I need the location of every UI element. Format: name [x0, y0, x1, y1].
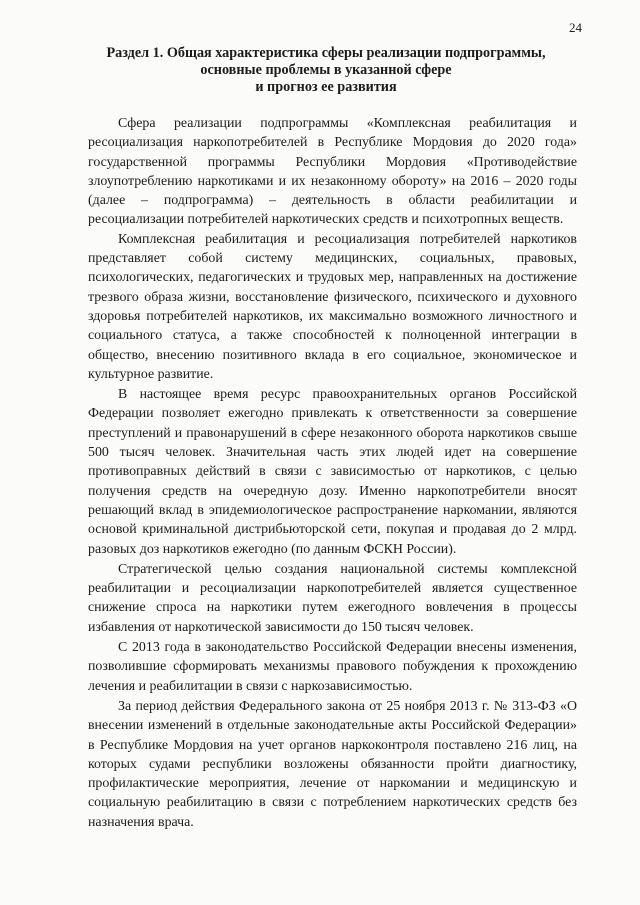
paragraph-2: Комплексная реабилитация и ресоциализация потребителей наркотиков представляет собой систему медицинских, социальных, правовых, психологических, педагогических и трудовых мер, направленных на достижение трезвого образа жизни, восстановление физического, психического и духовного здоровья потребителей наркотиков, их максимально возможного личностного и социального статуса, а также способностей к полноценной интеграции в общество, внесению позитивного вклада в его социальное, экономическое и культурное развитие.	[88, 231, 577, 382]
heading-line-1: Раздел 1. Общая характеристика сферы реализации подпрограммы,	[106, 45, 546, 61]
heading-line-3: и прогноз ее развития	[255, 79, 397, 95]
section-heading	[60, 45, 592, 96]
paragraph-3: В настоящее время ресурс правоохранительных органов Российской Федерации позволяет ежегодно привлекать к ответственности за совершение преступлений и правонарушений в сфере незаконного оборота наркотиков свыше 500 тысяч человек. Значительная часть этих людей идет на совершение противоправных действий в связи с зависимостью от наркотиков, с целью получения средств на очередную дозу. Именно наркопотребители вносят решающий вклад в эпидемиологическое распространение наркомании, являются основой криминальной дистрибьюторской сети, покупая и продавая до 2 млрд. разовых доз наркотиков ежегодно (по данным ФСКН России).	[88, 387, 577, 557]
paragraph-5: С 2013 года в законодательство Российской Федерации внесены изменения, позволившие сформировать механизмы правового побуждения к прохождению лечения и реабилитации в связи с наркозависимостью.	[88, 640, 577, 694]
heading-line-2: основные проблемы в указанной сфере	[200, 62, 452, 78]
body-text	[88, 114, 577, 832]
paragraph-6: За период действия Федерального закона от 25 ноября 2013 г. № 313-ФЗ «О внесении изменений в отдельные законодательные акты Российской Федерации» в Республике Мордовия на учет органов наркоконтроля поставлено 216 лиц, на которых судами республики возложены обязанности пройти диагностику, профилактические мероприятия, лечение от наркомании и медицинскую и социальную реабилитацию в связи с потреблением наркотических средств без назначения врача.	[88, 698, 577, 830]
page-number: 24	[569, 20, 582, 35]
paragraph-4: Стратегической целью создания национальной системы комплексной реабилитации и ресоциализации наркопотребителей является существенное снижение спроса на наркотики путем ежегодного вовлечения в процессы избавления от наркотической зависимости до 150 тысяч человек.	[88, 561, 577, 635]
paragraph-1: Сфера реализации подпрограммы «Комплексная реабилитация и ресоциализация наркопотребителей в Республике Мордовия до 2020 года» государственной программы Республики Мордовия «Противодействие злоупотреблению наркотиками и их незаконному обороту» на 2016 – 2020 годы (далее – подпрограмма) – деятельность в области реабилитации и ресоциализации потребителей наркотических средств и психотропных веществ.	[88, 116, 577, 228]
